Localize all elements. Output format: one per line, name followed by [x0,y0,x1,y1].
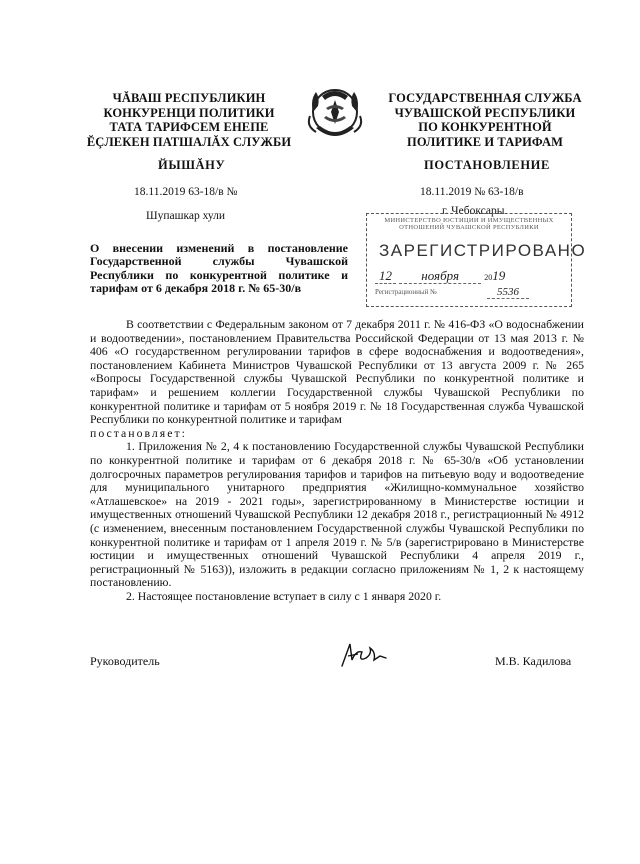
stamp-day: 12 [375,268,396,284]
header-right-line-1: ГОСУДАРСТВЕННАЯ СЛУЖБА [388,91,582,105]
stamp-header: МИНИСТЕРСТВО ЮСТИЦИИ И ИМУЩЕСТВЕННЫХ ОТНОШЕНИЙ ЧУВАШСКОЙ РЕСПУБЛИКИ [384,217,554,231]
stamp-date [375,268,565,284]
stamp-month: ноября [399,268,481,284]
signature-position: Руководитель [90,654,160,668]
header-left-line-3: ТАТА ТАРИФСЕМ ЕНЕПЕ [109,120,269,134]
body-item-1: 1. Приложения № 2, 4 к постановлению Государственной службы Чувашской Республики по конкурентной политике и тарифам от 6 декабря 2018 г. № 65-30/в «Об установлении долгосрочных параметров регулирования тарифов и тарифов на питьевую воду и водоотведение для муниципального унитарного предприятия «Жилищно-коммунальное хозяйство «Атлашевское» на 2019 - 2021 годы», зарегистрированному в Министерстве юстиции и имущественных отношений Чувашской Республики 12 декабря 2018 г., регистрационный № 4912 (с изменением, внесенным постановлением Государственной службы Чувашской Республики по конкурентной политике и тарифам от 1 апреля 2019 г. № 5/в (зарегистрировано в Министерстве юстиции и имущественных отношений Чувашской Республики 4 апреля 2019 г., регистрационный № 5163)), изложить в редакции согласно приложениям № 1, 2 к настоящему постановлению. [90,439,584,590]
body-intro: В соответствии с Федеральным законом от 7 декабря 2011 г. № 416-ФЗ «О водоснабжении и водоотведении», постановлением Правительства Российской Федерации от 13 мая 2013 г. № 406 «О государственном регулировании тарифов в сфере водоснабжения и водоотведения», постановлением Кабинета Министров Чувашской Республики от 13 августа 2009 г. № 265 «Вопросы Государственной службы Чувашской Республики по конкурентной политике и тарифам» и решением коллегии Государственной службы Чувашской Республики по конкурентной политике и тарифам от 5 ноября 2019 г. № 18 Государственная служба Чувашской Республики по конкурентной политике и тарифам [90,317,584,427]
doc-type-right: ПОСТАНОВЛЕНИЕ [424,158,550,172]
header-left [84,91,294,149]
city-left: Шупашкар хули [146,210,226,222]
city-right: г. Чебоксары [442,205,505,217]
body-resolves: постановляет: [90,425,187,440]
body-item-2: 2. Настоящее постановление вступает в силу с 1 января 2020 г. [126,588,442,603]
stamp-year-suffix: 19 [492,268,506,283]
subject-line-1: О внесении изменений в постановление [90,241,348,255]
coat-of-arms-icon [302,82,368,144]
doc-type-left: ЙЫШĂНУ [158,158,226,172]
subject-line-2: Государственной службы Чувашской [90,254,348,269]
date-number-left: 18.11.2019 63-18/в № [134,186,238,198]
header-left-line-4: ĔÇЛЕКЕН ПАТШАЛĂХ СЛУЖБИ [86,134,292,149]
subject-line-4: тарифам от 6 декабря 2018 г. № 65-30/в [90,281,302,296]
document-subject [90,242,348,296]
date-number-right: 18.11.2019 № 63-18/в [420,186,524,198]
document-body [90,318,584,603]
header-right-line-3: ПО КОНКУРЕНТНОЙ [418,120,552,134]
subject-line-3: Республики по конкурентной политике и [90,267,348,282]
stamp-year-prefix: 20 [484,273,493,282]
header-right-line-4: ПОЛИТИКЕ И ТАРИФАМ [407,134,563,149]
registration-stamp [366,213,587,307]
stamp-title: ЗАРЕГИСТРИРОВАНО [379,241,587,260]
signature-name: М.В. Кадилова [495,654,572,668]
header-right [385,91,585,149]
header-left-line-2: КОНКУРЕНЦИ ПОЛИТИКИ [103,105,275,120]
header-right-line-2: ЧУВАШСКОЙ РЕСПУБЛИКИ [394,105,576,120]
stamp-reg-label: Регистрационный № [375,288,437,296]
header-left-line-1: ЧĂВАШ РЕСПУБЛИКИН [112,91,266,105]
handwritten-signature-icon [336,636,392,676]
stamp-reg-number: 5536 [487,286,529,299]
